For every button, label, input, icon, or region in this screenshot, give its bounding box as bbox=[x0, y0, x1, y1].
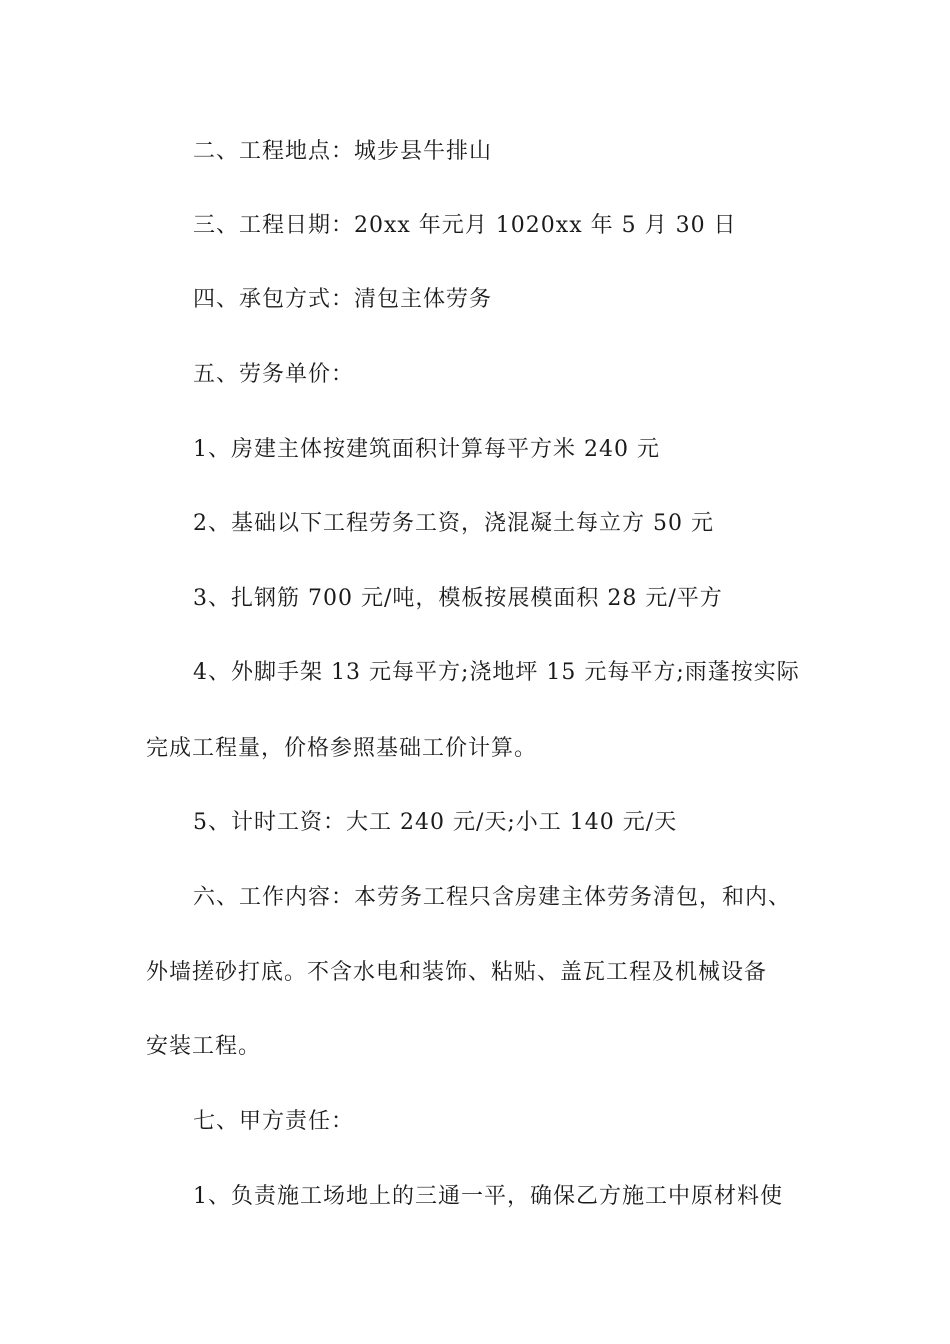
section-work-content-continued-2: 安装工程。 bbox=[146, 1034, 262, 1059]
price-item-5: 5、计时工资：大工 240 元/天;小工 140 元/天 bbox=[193, 810, 678, 835]
price-item-3: 3、扎钢筋 700 元/吨，模板按展模面积 28 元/平方 bbox=[193, 586, 723, 611]
section-work-content: 六、工作内容：本劳务工程只含房建主体劳务清包，和内、 bbox=[193, 885, 792, 910]
section-work-content-continued-1: 外墙搓砂打底。不含水电和装饰、粘贴、盖瓦工程及机械设备 bbox=[146, 960, 768, 985]
section-contract-method: 四、承包方式：清包主体劳务 bbox=[193, 287, 493, 312]
price-item-4-continued: 完成工程量，价格参照基础工价计算。 bbox=[146, 736, 538, 761]
section-labor-price-heading: 五、劳务单价： bbox=[193, 362, 355, 387]
section-dates: 三、工程日期：20xx 年元月 1020xx 年 5 月 30 日 bbox=[193, 213, 737, 238]
price-item-1: 1、房建主体按建筑面积计算每平方米 240 元 bbox=[193, 437, 660, 462]
price-item-4: 4、外脚手架 13 元每平方;浇地坪 15 元每平方;雨蓬按实际 bbox=[193, 660, 800, 685]
section-location: 二、工程地点：城步县牛排山 bbox=[193, 139, 493, 164]
responsibility-item-1: 1、负责施工场地上的三通一平，确保乙方施工中原材料使 bbox=[193, 1184, 783, 1209]
section-party-a-responsibility: 七、甲方责任： bbox=[193, 1109, 355, 1134]
price-item-2: 2、基础以下工程劳务工资，浇混凝土每立方 50 元 bbox=[193, 511, 714, 536]
